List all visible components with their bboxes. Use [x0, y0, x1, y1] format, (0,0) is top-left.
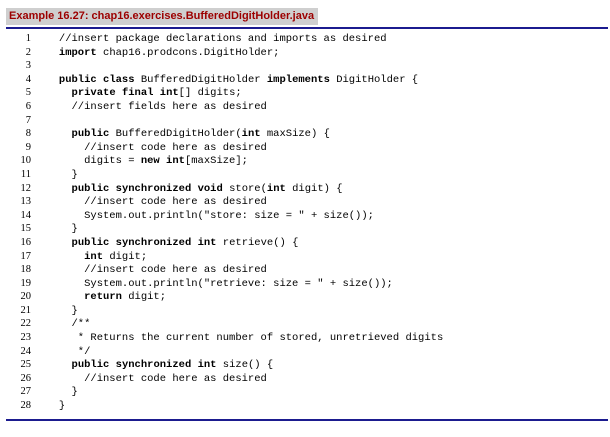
line-text: } — [40, 168, 78, 181]
code-line — [6, 237, 610, 251]
code-line — [6, 101, 610, 115]
line-number: 23 — [20, 332, 31, 344]
line-text: private final int[] digits; — [71, 87, 242, 100]
line-number: 9 — [25, 141, 31, 153]
line-number: 2 — [25, 46, 31, 58]
code-line — [6, 47, 610, 61]
line-number: 27 — [20, 386, 31, 398]
code-line — [6, 332, 610, 346]
line-text: return digit; — [84, 291, 167, 304]
line-number: 13 — [20, 196, 31, 208]
line-text: } — [40, 400, 66, 413]
line-number: 5 — [25, 87, 31, 99]
line-number: 26 — [20, 372, 31, 384]
code-line — [6, 318, 610, 332]
line-text: //insert package declarations and imports as desired — [40, 33, 387, 45]
line-text: //insert code here as desired — [40, 372, 267, 385]
line-number: 7 — [25, 114, 31, 126]
line-number: 17 — [20, 250, 31, 262]
line-text: import chap16.prodcons.DigitHolder; — [58, 46, 280, 59]
code-line — [6, 373, 610, 387]
code-line — [6, 264, 610, 278]
code-line — [6, 305, 610, 319]
line-number: 8 — [25, 128, 31, 140]
code-line — [6, 278, 610, 292]
code-line — [6, 346, 610, 360]
line-number: 25 — [20, 359, 31, 371]
line-text: } — [40, 304, 78, 317]
line-number: 10 — [20, 155, 31, 167]
listing-bottom-rule — [6, 419, 608, 421]
line-text: } — [40, 223, 78, 236]
code-line — [6, 33, 610, 47]
line-text: public synchronized int retrieve() { — [71, 236, 299, 249]
line-number: 12 — [20, 182, 31, 194]
code-body — [6, 29, 610, 418]
line-text: public synchronized void store(int digit) { — [71, 182, 343, 195]
line-text: public BufferedDigitHolder(int maxSize) { — [71, 128, 330, 141]
code-line — [6, 359, 610, 373]
line-number: 21 — [20, 304, 31, 316]
line-text: /** — [40, 318, 91, 331]
line-number: 28 — [20, 400, 31, 412]
line-number: 14 — [20, 209, 31, 221]
code-line — [6, 210, 610, 224]
code-line — [6, 155, 610, 169]
line-text: int digit; — [84, 250, 148, 263]
line-number: 20 — [20, 291, 31, 303]
line-text: */ — [40, 345, 91, 358]
line-number: 15 — [20, 223, 31, 235]
code-line — [6, 142, 610, 156]
line-number: 18 — [20, 264, 31, 276]
code-line — [6, 223, 610, 237]
code-line — [6, 183, 610, 197]
line-text: //insert fields here as desired — [40, 100, 267, 113]
line-text: digits = new int[maxSize]; — [40, 155, 248, 168]
line-number: 19 — [20, 277, 31, 289]
line-number: 16 — [20, 236, 31, 248]
code-line — [6, 291, 610, 305]
line-text: public synchronized int size() { — [71, 359, 274, 372]
line-text: System.out.println("retrieve: size = " + size()); — [40, 277, 393, 290]
line-text: //insert code here as desired — [40, 141, 267, 154]
line-text: * Returns the current number of stored, unretrieved digits — [40, 332, 444, 345]
code-line — [6, 74, 610, 88]
code-line — [6, 400, 610, 414]
line-number: 22 — [20, 318, 31, 330]
line-text: System.out.println("store: size = " + size()); — [40, 209, 374, 222]
code-line — [6, 251, 610, 265]
line-number: 24 — [20, 345, 31, 357]
line-number: 3 — [25, 60, 31, 72]
code-line — [6, 60, 610, 74]
line-text: //insert code here as desired — [40, 196, 267, 209]
line-text: } — [40, 386, 78, 399]
code-line — [6, 128, 610, 142]
code-line — [6, 87, 610, 101]
line-text: //insert code here as desired — [40, 264, 267, 277]
code-line — [6, 386, 610, 400]
listing-caption: Example 16.27: chap16.exercises.BufferedDigitHolder.java — [6, 8, 318, 25]
line-number: 11 — [20, 168, 31, 180]
code-line — [6, 115, 610, 129]
line-number: 1 — [25, 33, 31, 44]
code-line — [6, 196, 610, 210]
code-line — [6, 169, 610, 183]
line-text: public class BufferedDigitHolder implements DigitHolder { — [58, 73, 419, 86]
line-number: 6 — [25, 100, 31, 112]
line-number: 4 — [25, 73, 31, 85]
